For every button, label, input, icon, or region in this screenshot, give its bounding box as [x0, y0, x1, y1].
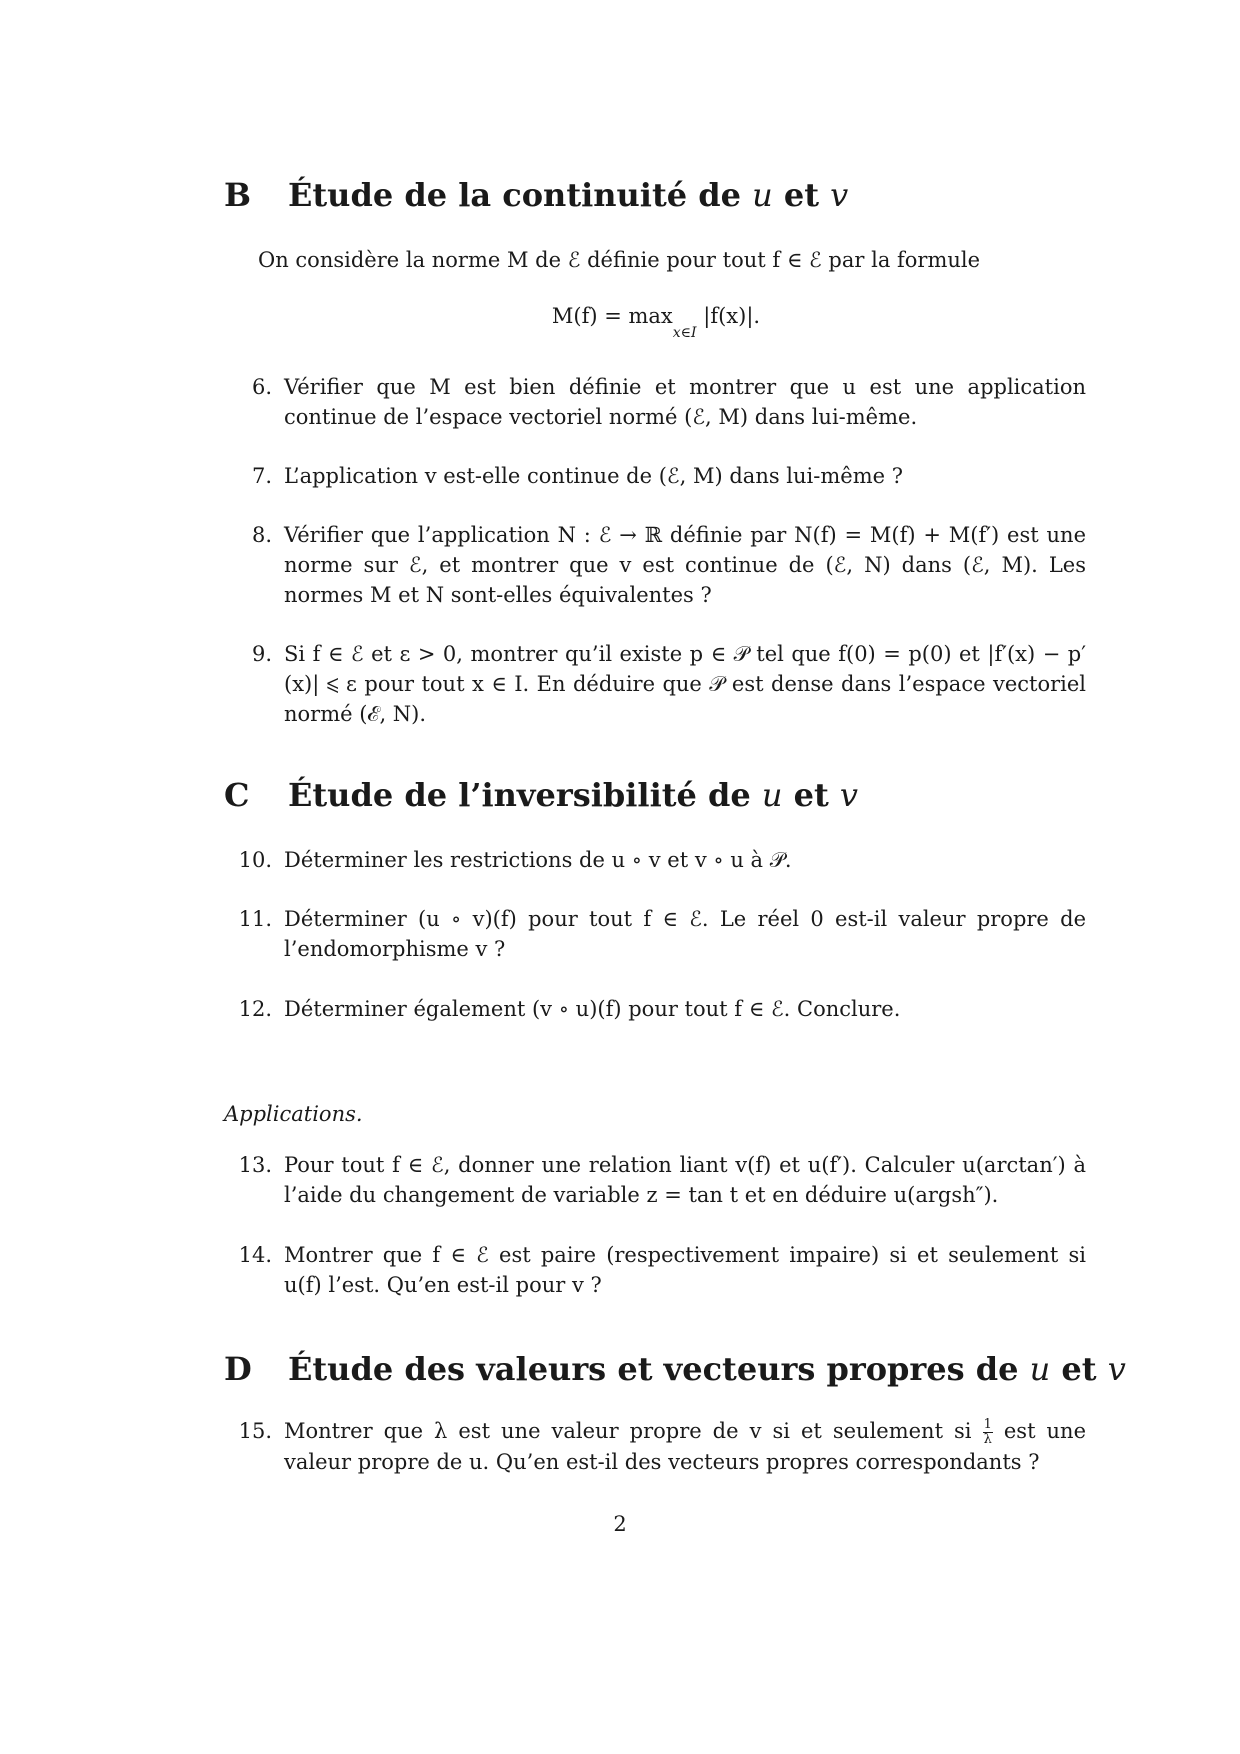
formula-right: |f(x)|. [703, 304, 761, 328]
applications-label: Applications. [224, 1102, 363, 1126]
section-b-intro: On considère la norme M de ℰ définie pour tout f ∈ ℰ par la formule [258, 248, 981, 272]
formula-left: M(f) = max [551, 304, 673, 328]
question-14 [224, 1240, 1086, 1300]
question-text: Vérifier que l’application N : ℰ → ℝ définie par N(f) = M(f) + M(f′) est une norme sur ℰ, et montrer que v est continue de (ℰ, N) dans (ℰ, M). Les normes M et N sont-elles équivalentes ? [284, 523, 1086, 607]
question-number: 10. [238, 848, 272, 872]
question-10 [224, 845, 1086, 875]
question-text: Déterminer également (v ∘ u)(f) pour tout f ∈ ℰ. Conclure. [284, 997, 901, 1021]
section-b-conj: et [783, 176, 819, 214]
section-b-var2: v [830, 176, 849, 214]
question-text: Si f ∈ ℰ et ε > 0, montrer qu’il existe p ∈ 𝒫 tel que f(0) = p(0) et |f′(x) − p′(x)| ⩽ ε pour tout x ∈ I. En déduire que 𝒫 est dense dans l’espace vectoriel normé (ℰ, N). [284, 642, 1086, 726]
question-number: 11. [238, 907, 272, 931]
section-d-title: Étude des valeurs et vecteurs propres de [288, 1350, 1019, 1388]
section-b-heading [224, 176, 848, 214]
question-8 [224, 520, 1086, 610]
question-number: 6. [251, 375, 272, 399]
question-number: 15. [238, 1419, 272, 1443]
question-text: Vérifier que M est bien définie et montrer que u est une application continue de l’espace vectoriel normé (ℰ, M) dans lui-même. [284, 375, 1086, 429]
section-c-conj: et [793, 776, 829, 814]
section-d-conj: et [1061, 1350, 1097, 1388]
question-number: 9. [251, 642, 272, 666]
section-c-var1: u [761, 776, 783, 814]
formula-sub: x∈I [672, 325, 697, 341]
question-12 [224, 994, 1086, 1024]
fraction-denominator: λ [983, 1432, 992, 1447]
question-number: 12. [238, 997, 272, 1021]
fraction-one-over-lambda [983, 1418, 993, 1447]
question-text: L’application v est-elle continue de (ℰ, M) dans lui-même ? [284, 464, 903, 488]
section-b-letter: B [224, 176, 252, 214]
norm-formula [0, 304, 1240, 340]
section-b-var1: u [752, 176, 773, 214]
question-13 [224, 1150, 1086, 1210]
question-7 [224, 461, 1086, 491]
section-c-heading [224, 776, 858, 814]
section-c-title: Étude de l’inversibilité de [288, 776, 751, 814]
section-d-var1: u [1029, 1350, 1051, 1388]
question-text [284, 1416, 1086, 1477]
fraction-numerator: 1 [983, 1417, 992, 1432]
question-text: Déterminer (u ∘ v)(f) pour tout f ∈ ℰ. Le réel 0 est-il valeur propre de l’endomorphisme v ? [284, 907, 1086, 961]
question-number: 7. [251, 464, 272, 488]
question-15-text-b: est une valeur propre de u. Qu’en est-il des vecteurs propres correspondants ? [284, 1419, 1087, 1474]
question-number: 8. [251, 523, 272, 547]
question-number: 13. [238, 1153, 272, 1177]
question-11 [224, 904, 1086, 964]
section-c-letter: C [224, 776, 250, 814]
section-c-var2: v [839, 776, 858, 814]
page-number: 2 [613, 1512, 627, 1536]
question-text: Déterminer les restrictions de u ∘ v et v ∘ u à 𝒫. [284, 848, 792, 872]
section-b-title: Étude de la continuité de [288, 176, 741, 214]
section-d-var2: v [1107, 1350, 1126, 1388]
question-15 [224, 1416, 1086, 1477]
formula-sub-wrap [673, 304, 697, 340]
section-d-heading [224, 1350, 1126, 1388]
question-number: 14. [238, 1243, 272, 1267]
question-15-text-a: Montrer que λ est une valeur propre de v si et seulement si [284, 1419, 972, 1443]
section-d-letter: D [224, 1350, 252, 1388]
question-9 [224, 639, 1086, 729]
question-text: Montrer que f ∈ ℰ est paire (respectivement impaire) si et seulement si u(f) l’est. Qu’en est-il pour v ? [284, 1243, 1086, 1297]
question-text: Pour tout f ∈ ℰ, donner une relation liant v(f) et u(f′). Calculer u(arctan′) à l’aide du changement de variable z = tan t et en déduire u(argsh″). [284, 1153, 1086, 1207]
question-6 [224, 372, 1086, 432]
